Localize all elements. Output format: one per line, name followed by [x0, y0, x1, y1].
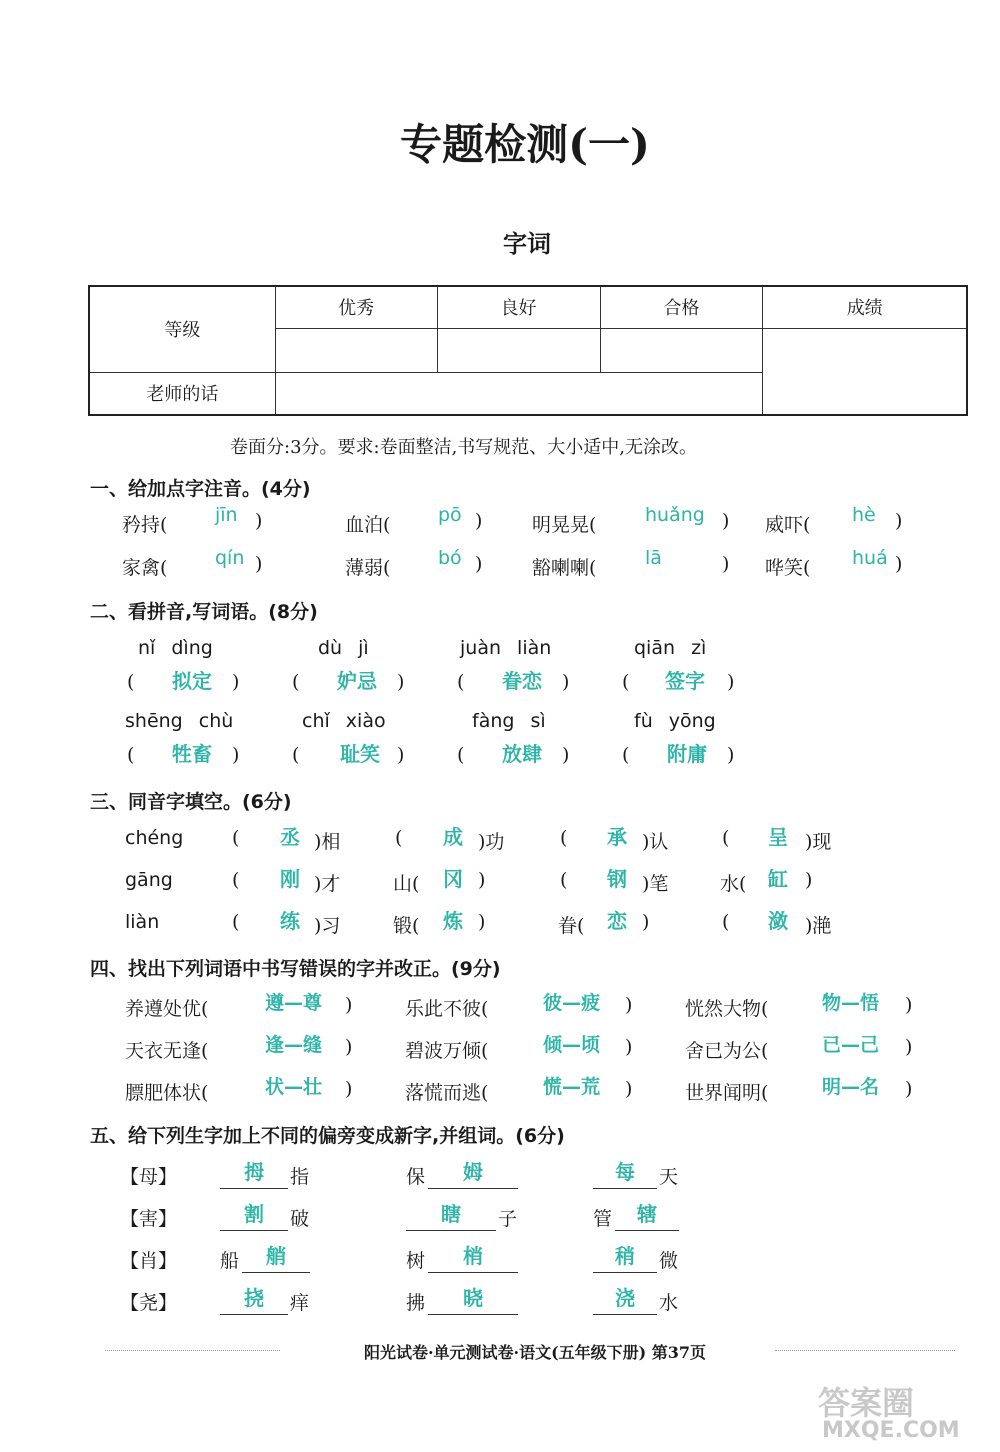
watermark-logo: 答案圈 [818, 1384, 915, 1422]
sec2-pinyin: dù jì [318, 637, 369, 659]
sec3-answer: 恋 [607, 909, 627, 933]
sec1-answer: huá [852, 547, 888, 569]
sec4-answer: 倾—顷 [543, 1034, 601, 1056]
sec5-suffix: 微 [659, 1250, 679, 1272]
sec5-suffix: 痒 [290, 1292, 310, 1314]
sec3-prefix: ( [395, 827, 403, 849]
sec4-answer: 慌—荒 [543, 1076, 601, 1098]
sec3-pinyin: gāng [125, 869, 173, 891]
sec2-close-paren: ) [232, 744, 240, 766]
sec4-close-paren: ) [905, 994, 913, 1016]
sec2-answer: 拟定 [172, 669, 212, 693]
sec5-blank-line [593, 1272, 657, 1273]
sec3-suffix: ) [478, 869, 486, 891]
sec5-prefix: 保 [406, 1166, 426, 1188]
sec3-prefix: 山( [393, 873, 420, 895]
sec2-pinyin: nǐ dìng [138, 637, 213, 659]
sec2-pinyin: fù yōng [634, 710, 716, 732]
sec3-answer: 呈 [768, 825, 788, 849]
sec2-answer: 牲畜 [172, 742, 212, 766]
header-good: 良好 [437, 286, 600, 328]
sec3-answer: 丞 [280, 825, 300, 849]
sec3-suffix: )才 [314, 873, 341, 895]
sec5-heading: 五、给下列生字加上不同的偏旁变成新字,并组词。(6分) [90, 1125, 565, 1147]
sec2-pinyin: juàn liàn [460, 637, 552, 659]
sec1-heading: 一、给加点字注音。(4分) [90, 478, 311, 500]
sec4-answer: 遵—尊 [265, 992, 323, 1014]
sec3-heading: 三、同音字填空。(6分) [90, 791, 292, 813]
sec4-answer: 明—名 [822, 1076, 880, 1098]
sec5-suffix: 水 [659, 1292, 679, 1314]
sec5-key-char: 【尧】 [120, 1292, 178, 1314]
sec2-open-paren: ( [622, 744, 630, 766]
sec3-prefix: ( [232, 827, 240, 849]
sec1-word: 家禽( [122, 557, 168, 579]
sec4-close-paren: ) [625, 1036, 633, 1058]
cell-score [763, 328, 967, 415]
sec3-prefix: ( [560, 869, 568, 891]
sec3-prefix: ( [722, 827, 730, 849]
sec5-answer: 挠 [244, 1286, 264, 1310]
sec4-answer: 彼—疲 [543, 992, 601, 1014]
sec3-answer: 缸 [768, 867, 788, 891]
sec1-word: 薄弱( [345, 557, 391, 579]
sec4-word: 天衣无逢( [125, 1040, 209, 1062]
sec3-pinyin: liàn [125, 911, 160, 933]
sec3-suffix: )相 [314, 831, 341, 853]
sec5-answer: 辖 [637, 1202, 657, 1226]
sec5-prefix: 树 [406, 1250, 426, 1272]
sec2-close-paren: ) [397, 671, 405, 693]
grade-table [88, 285, 968, 416]
sec1-word: 哗笑( [765, 557, 811, 579]
sec5-blank-line [220, 1188, 288, 1189]
page-footer: 阳光试卷·单元测试卷·语文(五年级下册) 第37页 [363, 1343, 707, 1362]
sec4-answer: 状—壮 [265, 1076, 323, 1098]
sec2-answer: 签字 [665, 669, 705, 693]
sec2-open-paren: ( [622, 671, 630, 693]
sec2-open-paren: ( [127, 744, 135, 766]
sec3-answer: 冈 [443, 867, 463, 891]
sec4-close-paren: ) [345, 994, 353, 1016]
sec1-answer: qín [215, 547, 245, 569]
sec1-word: 血泊( [345, 514, 391, 536]
sec5-answer: 稍 [615, 1244, 635, 1268]
sec3-prefix: ( [560, 827, 568, 849]
sec2-answer: 附庸 [667, 742, 707, 766]
sec3-suffix: ) [805, 869, 813, 891]
sec3-suffix: ) [642, 911, 650, 933]
sec3-suffix: )笔 [642, 873, 669, 895]
sec5-key-char: 【母】 [120, 1166, 178, 1188]
sec5-suffix: 破 [290, 1208, 310, 1230]
sec2-close-paren: ) [232, 671, 240, 693]
sec1-close-paren: ) [475, 553, 483, 575]
sec2-close-paren: ) [562, 744, 570, 766]
neatness-note: 卷面分:3分。要求:卷面整洁,书写规范、大小适中,无涂改。 [230, 437, 698, 458]
sec1-word: 明晃晃( [532, 514, 597, 536]
sec2-close-paren: ) [727, 744, 735, 766]
sec5-answer: 梢 [463, 1244, 483, 1268]
watermark-url: MXQE.COM [822, 1418, 960, 1443]
sec5-answer: 浇 [615, 1286, 635, 1310]
sec3-prefix: ( [232, 869, 240, 891]
sec5-answer: 艄 [266, 1244, 286, 1268]
sec4-word: 恍然大物( [685, 998, 769, 1020]
sec1-close-paren: ) [255, 553, 263, 575]
sec4-word: 乐此不彼( [405, 998, 489, 1020]
sec3-answer: 刚 [280, 867, 300, 891]
sec2-heading: 二、看拼音,写词语。(8分) [90, 601, 318, 623]
sec5-suffix: 天 [659, 1166, 679, 1188]
sec5-prefix: 船 [220, 1250, 240, 1272]
sec3-answer: 炼 [443, 909, 463, 933]
grade-label: 等级 [89, 286, 275, 372]
sec4-heading: 四、找出下列词语中书写错误的字并改正。(9分) [90, 958, 501, 980]
sec4-close-paren: ) [905, 1036, 913, 1058]
sec1-answer: hè [852, 504, 876, 526]
sec3-suffix: )现 [805, 831, 832, 853]
sec1-answer: bó [438, 547, 462, 569]
sec1-close-paren: ) [255, 510, 263, 532]
sec4-word: 养遵处优( [125, 998, 209, 1020]
sec3-answer: 练 [280, 909, 300, 933]
sec3-suffix: )滟 [805, 915, 832, 937]
sec1-answer: pō [438, 504, 462, 526]
teacher-comment-cell [275, 372, 763, 415]
sec2-answer: 耻笑 [340, 742, 380, 766]
sec5-blank-line [220, 1314, 288, 1315]
sec5-prefix: 拂 [406, 1292, 426, 1314]
sec5-answer: 晓 [463, 1286, 483, 1310]
sec3-answer: 钢 [607, 867, 627, 891]
sec5-blank-line [428, 1314, 518, 1315]
sec4-word: 舍已为公( [685, 1040, 769, 1062]
sec3-suffix: )认 [642, 831, 669, 853]
sec5-key-char: 【肖】 [120, 1250, 178, 1272]
sec1-answer: huǎng [645, 504, 705, 526]
sec4-word: 世界闻明( [685, 1082, 769, 1104]
sec3-answer: 承 [607, 825, 627, 849]
sec5-blank-line [428, 1272, 518, 1273]
sec2-pinyin: qiān zì [634, 637, 707, 659]
sec5-blank-line [428, 1188, 518, 1189]
sec3-prefix: 水( [720, 873, 747, 895]
sec2-open-paren: ( [127, 671, 135, 693]
sec1-close-paren: ) [895, 553, 903, 575]
sec5-suffix: 指 [290, 1166, 310, 1188]
sec5-key-char: 【害】 [120, 1208, 178, 1230]
sec2-close-paren: ) [727, 671, 735, 693]
sec1-close-paren: ) [475, 510, 483, 532]
sec5-answer: 姆 [463, 1160, 483, 1184]
sec2-open-paren: ( [457, 744, 465, 766]
sec3-pinyin: chéng [125, 827, 184, 849]
sec4-close-paren: ) [345, 1036, 353, 1058]
sec3-prefix: ( [232, 911, 240, 933]
sec3-prefix: 眷( [558, 915, 585, 937]
sec2-open-paren: ( [292, 744, 300, 766]
sec5-answer: 每 [615, 1160, 635, 1184]
sec5-answer: 拇 [244, 1160, 264, 1184]
sec2-answer: 放肆 [502, 742, 542, 766]
sec1-word: 威吓( [765, 514, 811, 536]
header-excellent: 优秀 [275, 286, 437, 328]
sec1-answer: jīn [215, 504, 238, 526]
sec3-prefix: 锻( [393, 915, 420, 937]
sec5-blank-line [406, 1230, 496, 1231]
cell-excellent [275, 328, 437, 372]
sec3-suffix: )习 [314, 915, 341, 937]
sec1-close-paren: ) [895, 510, 903, 532]
sec4-word: 落慌而逃( [405, 1082, 489, 1104]
header-pass: 合格 [600, 286, 763, 328]
teacher-comment-label: 老师的话 [89, 372, 275, 415]
sec2-close-paren: ) [562, 671, 570, 693]
sec3-suffix: )功 [478, 831, 505, 853]
sec2-open-paren: ( [457, 671, 465, 693]
sec5-answer: 瞎 [441, 1202, 461, 1226]
sec2-pinyin: shēng chù [125, 710, 234, 732]
sec4-answer: 逢—缝 [265, 1034, 323, 1056]
sec2-pinyin: chǐ xiào [302, 710, 386, 732]
cell-pass [600, 328, 763, 372]
sec1-close-paren: ) [722, 553, 730, 575]
sec5-blank-line [615, 1230, 679, 1231]
sec3-suffix: ) [478, 911, 486, 933]
sec4-word: 膘肥体状( [125, 1082, 209, 1104]
sec5-blank-line [242, 1272, 310, 1273]
sec3-answer: 成 [443, 825, 463, 849]
header-score: 成绩 [763, 286, 967, 328]
sec5-blank-line [220, 1230, 288, 1231]
sec1-word: 矜持( [122, 514, 168, 536]
section-subtitle: 字词 [503, 230, 551, 258]
sec5-blank-line [593, 1314, 657, 1315]
sec5-prefix: 管 [593, 1208, 613, 1230]
sec4-answer: 物—悟 [822, 992, 880, 1014]
sec3-answer: 潋 [768, 909, 788, 933]
cell-good [437, 328, 600, 372]
sec4-answer: 已—己 [822, 1034, 880, 1056]
sec4-close-paren: ) [345, 1078, 353, 1100]
sec4-word: 碧波万倾( [405, 1040, 489, 1062]
sec2-answer: 眷恋 [502, 669, 542, 693]
sec2-pinyin: fàng sì [472, 710, 546, 732]
sec2-answer: 妒忌 [337, 669, 377, 693]
sec1-close-paren: ) [722, 510, 730, 532]
sec5-suffix: 子 [498, 1208, 518, 1230]
sec4-close-paren: ) [905, 1078, 913, 1100]
sec4-close-paren: ) [625, 994, 633, 1016]
sec2-close-paren: ) [397, 744, 405, 766]
sec1-word: 豁喇喇( [532, 557, 597, 579]
page-title: 专题检测(一) [400, 120, 650, 169]
sec5-answer: 割 [244, 1202, 264, 1226]
sec2-open-paren: ( [292, 671, 300, 693]
sec4-close-paren: ) [625, 1078, 633, 1100]
sec3-prefix: ( [722, 911, 730, 933]
sec1-answer: lā [645, 547, 662, 569]
sec5-blank-line [593, 1188, 657, 1189]
